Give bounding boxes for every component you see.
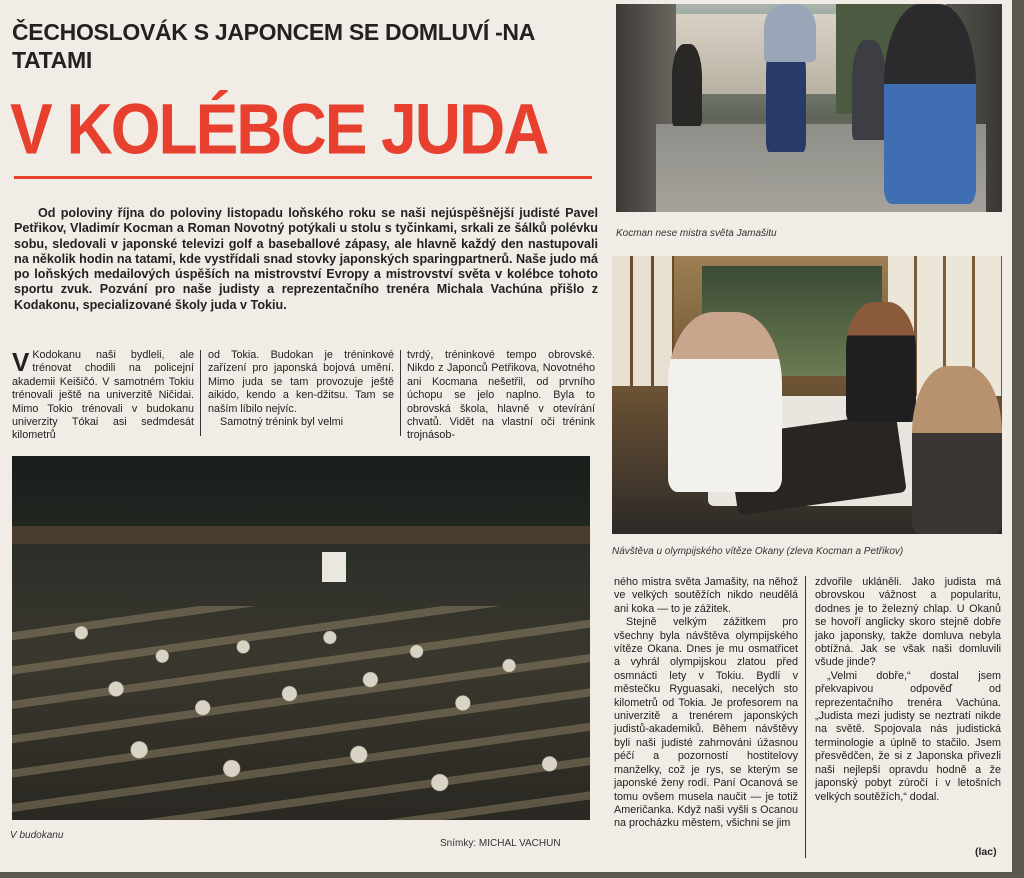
photo-caption: Kocman nese mistra světa Jamašitu: [616, 228, 777, 239]
text-column-2: [208, 349, 394, 429]
photo-budokan-training: [12, 456, 590, 820]
photo-dinner-visit: [612, 256, 1002, 534]
photo-caption: Návštěva u olympijského vítěze Okany (zleva Kocman a Petřikov): [612, 546, 904, 557]
headline-rule: [14, 176, 592, 179]
author-signature: (lac): [975, 846, 997, 858]
drop-cap: V: [12, 347, 30, 377]
article-lead: Od poloviny října do poloviny listopadu loňského roku se naši nejúspěšnější judisté Pavel Petřikov, Vladimír Kocman a Roman Novotný potýkali u stolu s tyčinkami, srkali ze šálků polévku sobu, sledovali v japonské televizi golf a baseballové zápasy, ale hlavně každý den nastupovali na několik hodin na tatami, kde vystřídali snad stovky japonských sparingpartnerů. Naše judo má po loňských medailových úspěších na mistrovství Evropy a mistrovství světa v kolébce tohoto sportu zvuk. Pozvání pro naše judisty a reprezentačního trenéra Michala Vachúna přišlo z Kodakonu, specializované školy juda v Tokiu.: [14, 206, 598, 312]
article-headline: V KOLÉBCE JUDA: [10, 88, 548, 170]
text-column-4: [614, 576, 798, 831]
text-column-5: [815, 576, 1001, 804]
article-kicker: ČECHOSLOVÁK S JAPONCEM SE DOMLUVÍ -NA TATAMI: [12, 19, 535, 73]
column-4-paragraph: Stejně velkým zážitkem pro všechny byla návštěva olympijského vítěze Okana. Dnes je mu osmatřicet a vyhrál olympijskou zlatou před osmnácti lety v Tokiu. Bydlí v městečku Ryguasaki, necelých sto kilometrů od Tokia. Je profesorem na univerzitě a trenérem japonských judistů-akademiků. Během návštěvy byli naši judisté zahrnováni úžasnou péčí a pozorností hostitelovy manželky, což je rys, se kterým se japonské ženy rodí. Paní Ocanová se tomu ovšem musela naučit — je totiž Američanka. Když naši vyšli s Ocanou na procházku městem, všichni se jim: [614, 616, 798, 830]
column-divider: [200, 350, 201, 436]
photo-street-carry: [616, 4, 1002, 212]
text-column-3: tvrdý, tréninkové tempo obrovské. Nikdo z Japonců Petřikova, Novotného ani Kocmana nešetřil, od prvního úchopu se jelo naplno. Byla to obrovská škola, hlavně v otevírání chvatů. Vidět na vlastní oči trénink trojnásob-: [407, 349, 595, 442]
column-divider: [400, 350, 401, 436]
column-2-paragraph: Samotný trénink byl velmi: [220, 416, 344, 429]
column-5-paragraph: „Velmi dobře,“ dostal jsem překvapivou odpověď od reprezentačního trenéra Vachúna. „Judista mezi judisty se neztratí nikde na světě. Spojovala nás judistická terminologie a úplně to stačilo. Jsem přesvědčen, že si z Japonska přivezli naši nejlepší opravdu hodně a že japonský pobyt zúročí i v letošních velkých soutěžích,“ dodal.: [815, 669, 1001, 803]
column-divider: [805, 576, 806, 858]
photo-credit: Snímky: MICHAL VACHUN: [440, 838, 561, 849]
column-1-text: Kodokanu naši bydleli, ale trénovat chodili na policejní akademii Keišičó. V samotném Tokiu trénovali ještě na univerzitě Ničidai. Mimo Tokio trénovali v budokanu univerzity Tókai asi sedmdesát kilometrů: [12, 349, 194, 442]
photo-caption: V budokanu: [10, 830, 64, 841]
column-2-paragraph: od Tokia. Budokan je tréninkové zařízení pro japonská bojová umění. Mimo juda se tam provozuje ještě aikido, kendo a ken-džitsu. Tam se naším líbilo nejvíc.: [208, 349, 394, 415]
text-column-1: [12, 349, 194, 443]
column-4-paragraph: ného mistra světa Jamašity, na něhož ve velkých soutěžích nikdo neudělá ani koka — to je zážitek.: [614, 576, 798, 615]
column-5-paragraph: zdvořile ukláněli. Jako judista má obrovskou vážnost a popularitu, dodnes je to železný chlap. U Okanů se hovoří anglicky skoro stejně dobře jako japonsky, takže domluva nebyla obtížná. Jak se však naši domluvili všude jinde?: [815, 576, 1001, 669]
